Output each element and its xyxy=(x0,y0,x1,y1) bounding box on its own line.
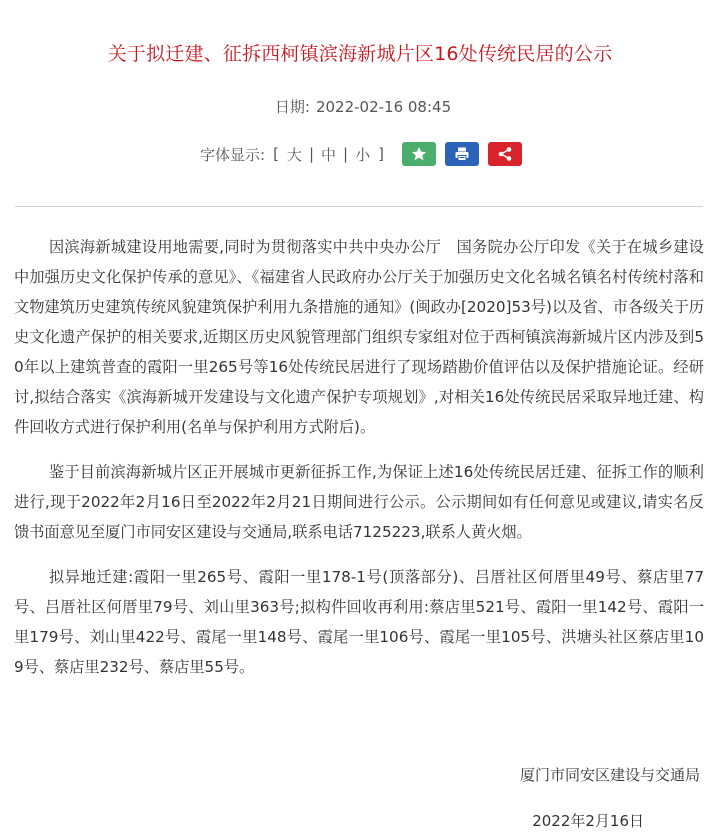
article-title: 关于拟迁建、征拆西柯镇滨海新城片区16处传统民居的公示 xyxy=(107,43,613,65)
header-divider xyxy=(15,206,703,207)
font-small-link[interactable]: 小 xyxy=(355,145,371,164)
date-value: 2022-02-16 08:45 xyxy=(315,98,452,116)
paragraph-publicity-period: 鉴于目前滨海新城片区正开展城市更新征拆工作,为保证上述16处传统民居迁建、征拆工作的顺利进行,现于2022年2月16日至2022年2月21日期间进行公示。公示期间如有任何意见或建议,请实名反馈书面意见至厦门市同安区建设与交通局,联系电话7125223,联系人黄火烟。 xyxy=(14,463,704,541)
star-icon xyxy=(411,146,427,162)
bracket-open: [ xyxy=(273,145,279,163)
signature-date: 2022年2月16日 xyxy=(532,812,644,830)
font-large-link[interactable]: 大 xyxy=(286,145,302,164)
share-button[interactable] xyxy=(488,142,522,166)
article-body xyxy=(14,232,704,697)
print-button[interactable] xyxy=(445,142,479,166)
bracket-close: ] xyxy=(378,145,384,163)
favorite-button[interactable] xyxy=(402,142,436,166)
date-label: 日期: xyxy=(274,98,310,116)
publish-date xyxy=(0,96,720,118)
signature-organization: 厦门市同安区建设与交通局 xyxy=(519,766,700,784)
font-size-label: 字体显示: xyxy=(200,145,266,164)
font-separator: | xyxy=(308,145,314,163)
font-separator: | xyxy=(343,145,349,163)
font-size-controls xyxy=(200,142,522,166)
font-medium-link[interactable]: 中 xyxy=(321,145,337,164)
paragraph-background: 因滨海新城建设用地需要,同时为贯彻落实中共中央办公厅 国务院办公厅印发《关于在城乡建设中加强历史文化保护传承的意见》、《福建省人民政府办公厅关于加强历史文化名城名镇名村传统村落和文物建筑历史建筑传统风貌建筑保护利用九条措施的通知》(闽政办[2020]53号)以及省、市各级关于历史文化遗产保护的相关要求,近期区历史风貌管理部门组织专家组对位于西柯镇滨海新城片区内涉及到50年以上建筑普查的霞阳一里265号等16处传统民居进行了现场踏勘价值评估以及保护措施论证。经研讨,拟结合落实《滨海新城开发建设与文化遗产保护专项规划》,对相关16处传统民居采取异地迁建、构件回收方式进行保护利用(名单与保护利用方式附后)。 xyxy=(14,238,704,436)
print-icon xyxy=(454,146,470,162)
paragraph-building-list: 拟异地迁建:霞阳一里265号、霞阳一里178-1号(顶落部分)、吕厝社区何厝里49号、蔡店里77号、吕厝社区何厝里79号、刘山里363号;拟构件回收再利用:蔡店里521号、霞阳一里142号、霞阳一里179号、刘山里422号、霞尾一里148号、霞尾一里106号、霞尾一里105号、洪塘头社区蔡店里109号、蔡店里232号、蔡店里55号。 xyxy=(14,568,704,676)
share-icon xyxy=(497,146,513,162)
